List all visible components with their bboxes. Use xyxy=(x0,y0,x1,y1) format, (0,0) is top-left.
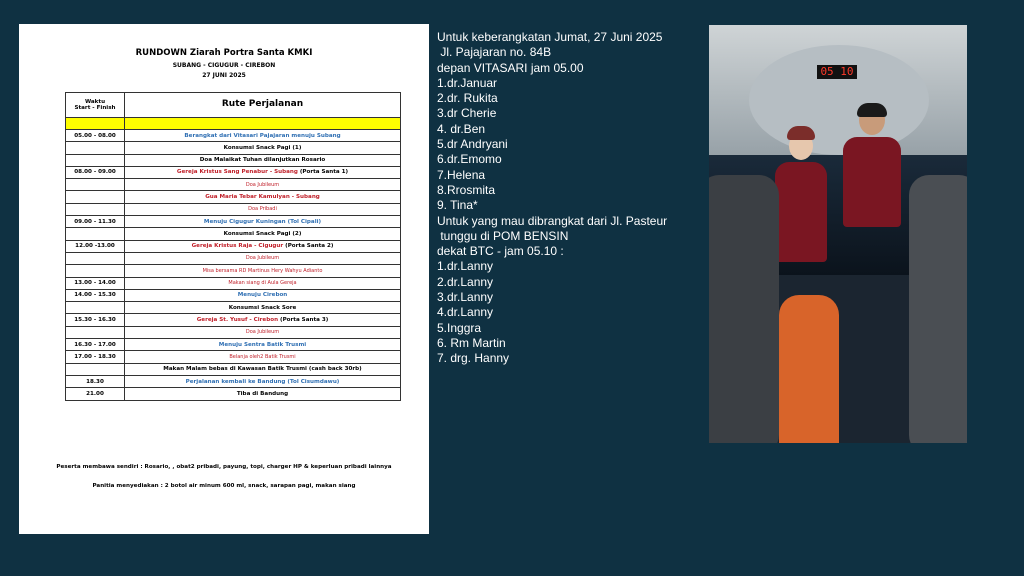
info-line: 5.Inggra xyxy=(437,320,482,335)
table-row xyxy=(66,154,401,166)
participant-note: Peserta membawa sendiri : Rosario, , obat2 pribadi, payung, topi, charger HP & keperluan pribadi lainnya xyxy=(56,464,392,470)
activity-text: Gereja Kristus Raja - Cigugur xyxy=(191,243,284,250)
info-line: 7.Helena xyxy=(437,167,486,182)
table-row xyxy=(66,240,401,252)
row-time: 12.00 -13.00 xyxy=(66,240,125,252)
row-activity xyxy=(125,179,401,191)
row-time: 17.00 - 18.30 xyxy=(66,351,125,363)
row-activity xyxy=(125,339,401,351)
row-activity xyxy=(125,154,401,166)
info-line: 3.dr.Lanny xyxy=(437,290,494,305)
table-row xyxy=(66,277,401,289)
row-time: 13.00 - 14.00 xyxy=(66,277,125,289)
row-activity xyxy=(125,277,401,289)
activity-text: Gua Maria Tebar Kamulyan - Subang xyxy=(205,194,320,201)
row-activity xyxy=(125,326,401,338)
activity-text: Misa bersama RD Martinus Hery Wahyu Adianto xyxy=(202,267,323,274)
info-line: tunggu di POM BENSIN xyxy=(437,228,569,243)
row-time: 05.00 - 08.00 xyxy=(66,130,125,142)
table-row xyxy=(66,179,401,191)
header-route: Rute Perjalanan xyxy=(125,93,401,118)
man-standing xyxy=(837,105,907,275)
activity-text: Berangkat dari Vitasari Pajajaran menuju Subang xyxy=(184,132,341,139)
info-line: 9. Tina* xyxy=(437,198,478,213)
row-time: 21.00 xyxy=(66,388,125,400)
activity-text: (Porta Santa 1) xyxy=(297,169,349,176)
activity-text: Konsumsi Snack Pagi (2) xyxy=(223,230,302,237)
table-row xyxy=(66,363,401,375)
highlight-cell xyxy=(125,118,401,130)
info-line: 4.dr.Lanny xyxy=(437,305,494,320)
bus-seat-right xyxy=(909,175,967,443)
row-activity xyxy=(125,203,401,215)
woman-with-microphone xyxy=(771,120,831,270)
row-time xyxy=(66,326,125,338)
table-row xyxy=(66,302,401,314)
highlight-row xyxy=(66,118,401,130)
row-activity xyxy=(125,314,401,326)
info-line: depan VITASARI jam 05.00 xyxy=(437,60,584,75)
document-route: SUBANG - CIGUGUR - CIREBON xyxy=(172,62,276,69)
row-activity xyxy=(125,375,401,387)
bus-clock-display: 05 10 xyxy=(817,65,857,79)
activity-text: Belanja oleh2 Batik Trusmi xyxy=(229,353,296,360)
table-row xyxy=(66,166,401,178)
table-row xyxy=(66,314,401,326)
info-line: 6. Rm Martin xyxy=(437,335,506,350)
row-activity xyxy=(125,363,401,375)
activity-text: Gereja St. Yusuf - Cirebon xyxy=(196,317,279,324)
row-activity xyxy=(125,228,401,240)
row-time: 15.30 - 16.30 xyxy=(66,314,125,326)
activity-text: Perjalanan kembali ke Bandung (Tol Cisumdawu) xyxy=(185,378,340,385)
bus-photo xyxy=(709,25,967,443)
activity-text: Doa Malaikat Tuhan dilanjutkan Rosario xyxy=(199,157,326,164)
highlight-cell xyxy=(66,118,125,130)
row-time: 09.00 - 11.30 xyxy=(66,216,125,228)
row-time xyxy=(66,228,125,240)
row-activity xyxy=(125,166,401,178)
info-line: 3.dr Cherie xyxy=(437,106,497,121)
row-activity xyxy=(125,289,401,301)
activity-text: Doa Jubileum xyxy=(245,329,280,336)
activity-text: Doa Jubileum xyxy=(245,181,280,188)
table-row xyxy=(66,339,401,351)
bus-seat-left xyxy=(709,175,779,443)
activity-text: Makan Malam bebas di Kawasan Batik Trusmi (cash back 30rb) xyxy=(163,366,362,373)
info-line: 5.dr Andryani xyxy=(437,137,508,152)
activity-text: Konsumsi Snack Sore xyxy=(228,304,297,311)
activity-text: Doa Pribadi xyxy=(248,206,277,213)
activity-text: Gereja Kristus Sang Penabur - Subang xyxy=(176,169,298,176)
info-line: Untuk keberangkatan Jumat, 27 Juni 2025 xyxy=(437,30,663,44)
table-row xyxy=(66,375,401,387)
row-activity xyxy=(125,142,401,154)
info-line: 4. dr.Ben xyxy=(437,121,486,136)
table-row xyxy=(66,265,401,277)
passenger-orange xyxy=(779,295,839,443)
table-row xyxy=(66,326,401,338)
rundown-table xyxy=(65,92,401,401)
info-line: 1.dr.Januar xyxy=(437,75,498,90)
row-activity xyxy=(125,265,401,277)
table-header xyxy=(66,93,401,118)
info-line: Untuk yang mau dibrangkat dari Jl. Pasteur xyxy=(437,213,668,228)
activity-text: Menuju Cirebon xyxy=(237,292,288,299)
row-activity xyxy=(125,191,401,203)
departure-info xyxy=(437,30,699,367)
row-time xyxy=(66,191,125,203)
row-time xyxy=(66,252,125,264)
activity-text: Makan siang di Aula Gereja xyxy=(228,279,297,286)
row-activity xyxy=(125,351,401,363)
activity-text: Doa Jubileum xyxy=(245,255,280,262)
info-line: 2.dr.Lanny xyxy=(437,274,494,289)
info-line: Jl. Pajajaran no. 84B xyxy=(437,45,552,60)
rundown-document xyxy=(19,24,429,534)
table-row xyxy=(66,203,401,215)
table-row xyxy=(66,228,401,240)
table-row xyxy=(66,388,401,400)
activity-text: Menuju Cigugur Kuningan (Tol Cipali) xyxy=(203,218,322,225)
row-time: 16.30 - 17.00 xyxy=(66,339,125,351)
row-time xyxy=(66,302,125,314)
row-time: 18.30 xyxy=(66,375,125,387)
row-time: 14.00 - 15.30 xyxy=(66,289,125,301)
info-line: 2.dr. Rukita xyxy=(437,91,498,106)
row-activity xyxy=(125,302,401,314)
activity-text: (Porta Santa 2) xyxy=(283,243,334,250)
info-line: 7. drg. Hanny xyxy=(437,351,510,366)
row-time xyxy=(66,363,125,375)
activity-text: Menuju Sentra Batik Trusmi xyxy=(218,341,307,348)
row-time xyxy=(66,154,125,166)
row-time xyxy=(66,142,125,154)
row-time xyxy=(66,265,125,277)
row-activity xyxy=(125,388,401,400)
table-row xyxy=(66,252,401,264)
table-row xyxy=(66,289,401,301)
activity-text: Konsumsi Snack Pagi (1) xyxy=(223,144,302,151)
table-row xyxy=(66,351,401,363)
table-row xyxy=(66,130,401,142)
header-time: Waktu Start - Finish xyxy=(66,93,125,118)
info-line: 1.dr.Lanny xyxy=(437,259,494,274)
row-time xyxy=(66,179,125,191)
document-title: RUNDOWN Ziarah Portra Santa KMKI xyxy=(135,48,313,58)
row-time xyxy=(66,203,125,215)
table-row xyxy=(66,216,401,228)
table-row xyxy=(66,142,401,154)
row-time: 08.00 - 09.00 xyxy=(66,166,125,178)
row-activity xyxy=(125,130,401,142)
info-line: 6.dr.Emomo xyxy=(437,152,502,167)
row-activity xyxy=(125,216,401,228)
activity-text: Tiba di Bandung xyxy=(236,390,289,397)
activity-text: (Porta Santa 3) xyxy=(278,317,329,324)
table-row xyxy=(66,191,401,203)
row-activity xyxy=(125,240,401,252)
info-line: 8.Rrosmita xyxy=(437,182,496,197)
committee-note: Panitia menyediakan : 2 botol air minum 600 ml, snack, sarapan pagi, makan siang xyxy=(92,483,356,489)
info-line: dekat BTC - jam 05.10 : xyxy=(437,244,564,259)
row-activity xyxy=(125,252,401,264)
document-date: 27 JUNI 2025 xyxy=(202,72,246,79)
